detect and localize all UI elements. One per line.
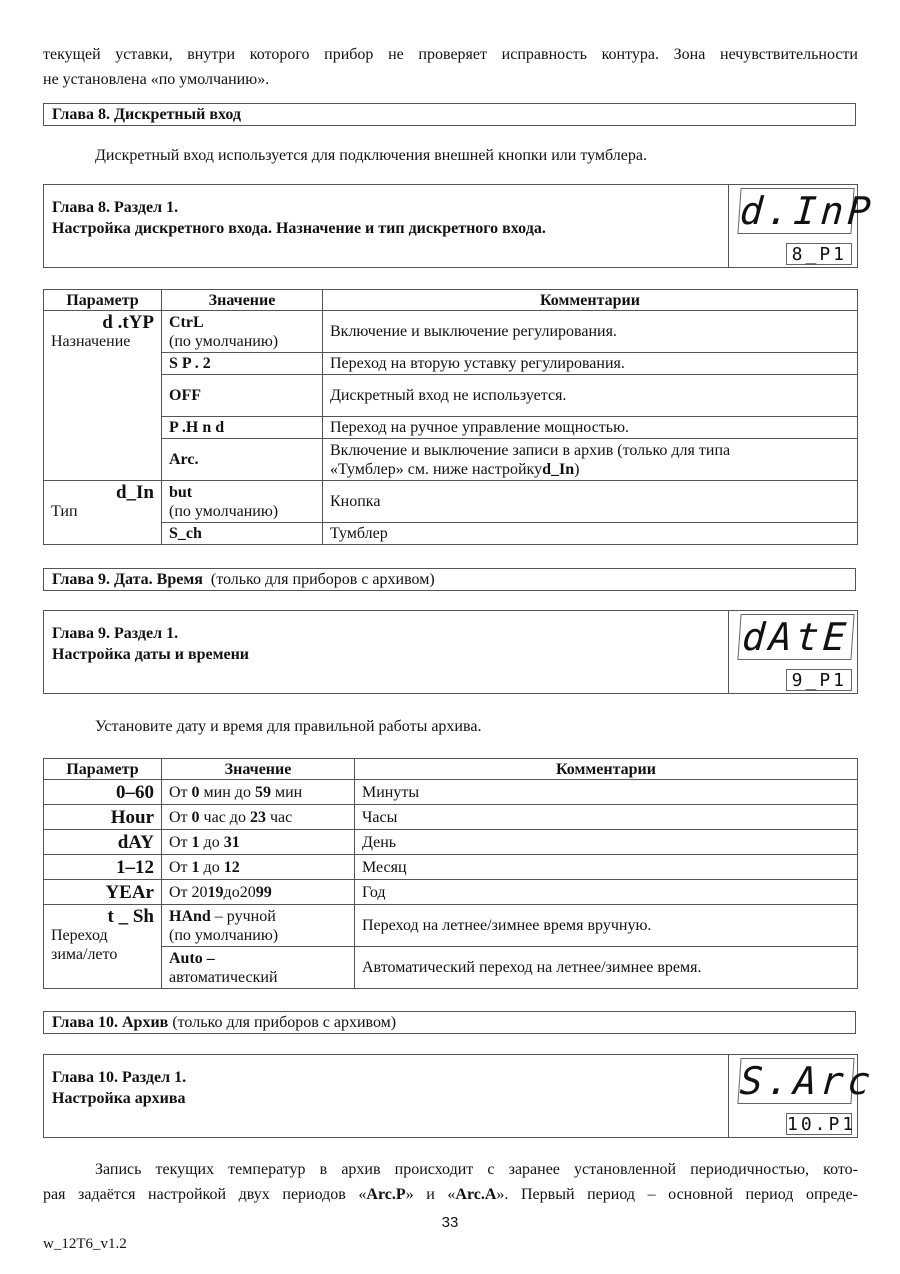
- comment-text: ): [574, 460, 580, 478]
- comment-setting-ref: d_In: [542, 460, 575, 478]
- param-name: YEAr: [44, 880, 162, 905]
- value-text: до: [199, 833, 224, 851]
- value-text: От: [169, 858, 192, 876]
- section-line-1: Глава 9. Раздел 1.: [52, 625, 179, 642]
- page-number: 33: [441, 1214, 459, 1231]
- value-code: S_ch: [162, 523, 323, 545]
- comment-cell: [323, 439, 858, 481]
- chapter-9-title: Глава 9. Дата. Время: [52, 571, 203, 588]
- param-name: d_In: [115, 482, 154, 503]
- table-row: [44, 947, 858, 989]
- param-name: dAY: [44, 830, 162, 855]
- chapter-8-title: Глава 8. Дискретный вход: [52, 106, 241, 123]
- lcd-display: [728, 185, 876, 267]
- setting-ref: Arc.P: [366, 1186, 406, 1203]
- comment-cell: Автоматический переход на летнее/зимнее время.: [355, 947, 858, 989]
- value-min: 1: [191, 858, 200, 876]
- comment-line-2: [330, 460, 850, 479]
- value-code: HAnd: [169, 907, 211, 925]
- comment-cell: Месяц: [355, 855, 858, 880]
- column-header: Параметр: [44, 290, 162, 311]
- section-line-2: Настройка архива: [52, 1090, 186, 1107]
- comment-line-1: Включение и выключение записи в архив (только для типа: [330, 441, 731, 459]
- param-description: Назначение: [51, 333, 131, 350]
- section-line-2: Настройка даты и времени: [52, 646, 250, 663]
- value-text: От: [169, 833, 192, 851]
- comment-cell: Переход на летнее/зимнее время вручную.: [355, 905, 858, 947]
- chapter-9-description: Установите дату и время для правильной работы архива.: [95, 718, 482, 735]
- chapter-9-note: (только для приборов с архивом): [210, 571, 435, 588]
- value-max: 31: [223, 833, 240, 851]
- value-code: P .H n d: [162, 417, 323, 439]
- table-row: [44, 780, 858, 805]
- value-cell: [162, 780, 355, 805]
- section-title: [52, 623, 249, 665]
- chapter-8-heading: [43, 103, 856, 126]
- comment-cell: Год: [355, 880, 858, 905]
- chapter-8-section-1: [43, 184, 876, 268]
- value-text: мин до: [199, 783, 255, 801]
- value-code: Arc.: [162, 439, 323, 481]
- lcd-sub-readout: 8_P1: [786, 243, 852, 265]
- value-note: (по умолчанию): [169, 332, 279, 350]
- table-row: [44, 830, 858, 855]
- value-cell: [162, 805, 355, 830]
- lcd-sub-readout: 10.P1: [787, 1114, 857, 1135]
- chapter-9-heading: [43, 568, 856, 591]
- setting-ref: Arc.A: [455, 1186, 497, 1203]
- param-cell: [44, 481, 162, 545]
- table-row: [44, 311, 858, 353]
- column-header: Значение: [162, 759, 355, 780]
- paragraph-text: ». Первый период – основной период опреде-: [496, 1186, 858, 1203]
- document-id: w_12T6_v1.2: [43, 1236, 127, 1252]
- chapter-10-paragraph: [43, 1157, 858, 1207]
- intro-line-2: не установлена «по умолчанию».: [43, 71, 270, 88]
- param-name: 1–12: [44, 855, 162, 880]
- table-row: [44, 523, 858, 545]
- chapter-9-section-1: [43, 610, 858, 694]
- column-header: Комментарии: [323, 290, 858, 311]
- param-cell: [44, 905, 162, 989]
- column-header: Значение: [162, 290, 323, 311]
- value-text: час: [265, 808, 293, 826]
- value-code: CtrL: [169, 313, 204, 331]
- lcd-display: [728, 1055, 876, 1137]
- value-note: автоматический: [169, 968, 278, 986]
- param-name: 0–60: [44, 780, 162, 805]
- value-code: but: [169, 483, 193, 501]
- value-text: От: [169, 808, 192, 826]
- comment-cell: День: [355, 830, 858, 855]
- section-line-1: Глава 8. Раздел 1.: [52, 199, 179, 216]
- comment-cell: Переход на вторую уставку регулирования.: [323, 353, 858, 375]
- paragraph-line-1: Запись текущих температур в архив происходит с заранее установленной периодичностью, кото-: [95, 1161, 858, 1178]
- table-row: [44, 481, 858, 523]
- value-text: От: [169, 783, 192, 801]
- chapter-9-parameter-table: [43, 758, 858, 989]
- lcd-display: [728, 611, 857, 693]
- value-code: Auto –: [169, 949, 215, 967]
- value-cell: [162, 855, 355, 880]
- table-row: [44, 375, 858, 417]
- table-header-row: [44, 759, 858, 780]
- param-cell: [44, 311, 162, 481]
- paragraph-line-2: [43, 1182, 858, 1207]
- param-description: Переход зима/лето: [51, 927, 118, 963]
- comment-cell: Кнопка: [323, 481, 858, 523]
- lcd-main-readout: dAtE: [737, 614, 854, 660]
- value-cell: [162, 905, 355, 947]
- value-max: 23: [249, 808, 266, 826]
- section-title: [52, 197, 546, 239]
- table-header-row: [44, 290, 858, 311]
- value-text: час до: [199, 808, 250, 826]
- section-line-2: Настройка дискретного входа. Назначение и тип дискретного входа.: [52, 220, 546, 237]
- table-row: [44, 880, 858, 905]
- chapter-10-note: (только для приборов с архивом): [172, 1014, 397, 1031]
- value-cell: [162, 311, 323, 353]
- value-code: OFF: [162, 375, 323, 417]
- column-header: Комментарии: [355, 759, 858, 780]
- value-cell: [162, 880, 355, 905]
- chapter-10-heading: [43, 1011, 856, 1034]
- table-row: [44, 905, 858, 947]
- value-text: – ручной: [210, 907, 276, 925]
- table-row: [44, 855, 858, 880]
- value-max: 59: [254, 783, 271, 801]
- comment-text: «Тумблер» см. ниже настройку: [330, 460, 543, 478]
- value-code: S P . 2: [162, 353, 323, 375]
- value-min: 0: [191, 808, 200, 826]
- comment-cell: Включение и выключение регулирования.: [323, 311, 858, 353]
- comment-cell: Минуты: [355, 780, 858, 805]
- param-name: Hour: [44, 805, 162, 830]
- table-row: [44, 417, 858, 439]
- param-description: Тип: [51, 503, 78, 520]
- comment-cell: Часы: [355, 805, 858, 830]
- table-row: [44, 805, 858, 830]
- lcd-main-readout: d.InP: [738, 189, 876, 233]
- value-max: 12: [223, 858, 240, 876]
- lcd-sub-readout: 9_P1: [786, 669, 852, 691]
- intro-line-1: текущей уставки, внутри которого прибор не проверяет исправность контура. Зона нечувствительности: [43, 46, 858, 63]
- comment-cell: Дискретный вход не используется.: [323, 375, 858, 417]
- paragraph-text: рая задаётся настройкой двух периодов «: [43, 1186, 367, 1203]
- table-row: [44, 439, 858, 481]
- section-title: [52, 1067, 186, 1109]
- value-text: до: [199, 858, 224, 876]
- value-min: 19: [207, 883, 224, 901]
- table-row: [44, 353, 858, 375]
- chapter-10-title: Глава 10. Архив: [52, 1014, 169, 1031]
- value-cell: [162, 481, 323, 523]
- chapter-8-description: Дискретный вход используется для подключения внешней кнопки или тумблера.: [95, 147, 647, 164]
- value-min: 0: [191, 783, 200, 801]
- param-name: t _ Sh: [107, 906, 154, 927]
- column-header: Параметр: [44, 759, 162, 780]
- chapter-8-parameter-table: [43, 289, 858, 545]
- value-text: От 20: [169, 883, 208, 901]
- value-note: (по умолчанию): [169, 926, 279, 944]
- value-text: до20: [223, 883, 256, 901]
- param-name: d .tYP: [102, 312, 154, 333]
- value-min: 1: [191, 833, 200, 851]
- intro-paragraph: [43, 42, 858, 92]
- value-cell: [162, 947, 355, 989]
- comment-cell: Переход на ручное управление мощностью.: [323, 417, 858, 439]
- section-line-1: Глава 10. Раздел 1.: [52, 1069, 187, 1086]
- value-text: мин: [270, 783, 303, 801]
- value-max: 99: [255, 883, 272, 901]
- paragraph-text: » и «: [405, 1186, 456, 1203]
- value-note: (по умолчанию): [169, 502, 279, 520]
- comment-cell: Тумблер: [323, 523, 858, 545]
- lcd-main-readout: S.Arc: [738, 1059, 876, 1103]
- chapter-10-section-1: [43, 1054, 876, 1138]
- value-cell: [162, 830, 355, 855]
